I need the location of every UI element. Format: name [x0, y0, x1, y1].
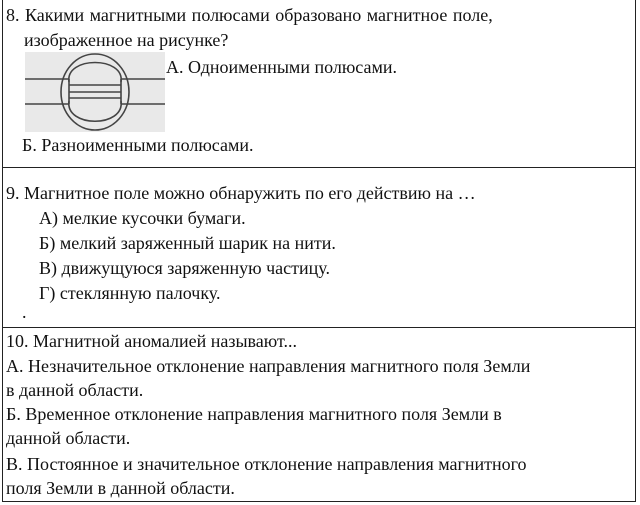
q10-option-a-line2: в данной области. [6, 380, 144, 400]
q8-question-line2: изображенное на рисунке? [24, 30, 229, 50]
q8-option-b: Б. Разноименными полюсами. [22, 135, 254, 155]
magnetic-field-lines-icon [25, 52, 165, 132]
q9-option-d: Г) стеклянную палочку. [39, 283, 221, 303]
q10-option-a-line1: А. Незначительное отклонение направления магнитного поля Земли [6, 356, 531, 376]
q10-option-b-line2: данной области. [6, 428, 131, 448]
q10-option-c-line1: В. Постоянное и значительное отклонение направления магнитного [6, 454, 527, 474]
q10-option-c-line2: поля Земли в данной области. [6, 478, 235, 498]
q9-option-b: Б) мелкий заряженный шарик на нити. [39, 233, 336, 253]
q9-option-c: В) движущуюся заряженную частицу. [39, 258, 330, 278]
magnetic-field-figure [25, 52, 165, 132]
q9-question: 9. Магнитное поле можно обнаружить по его действию на … [6, 183, 476, 203]
q9-option-a: А) мелкие кусочки бумаги. [39, 208, 246, 228]
divider-q9-q10 [2, 327, 636, 328]
q8-option-a: А. Одноименными полюсами. [166, 57, 397, 77]
q10-option-b-line1: Б. Временное отклонение направления магнитного поля Земли в [6, 404, 502, 424]
q8-question-line1: 8. Какими магнитными полюсами образовано магнитное поле, [6, 5, 493, 25]
q9-dot: . [22, 302, 27, 322]
q10-question: 10. Магнитной аномалией называют... [6, 331, 298, 351]
divider-q8-q9 [2, 167, 636, 168]
